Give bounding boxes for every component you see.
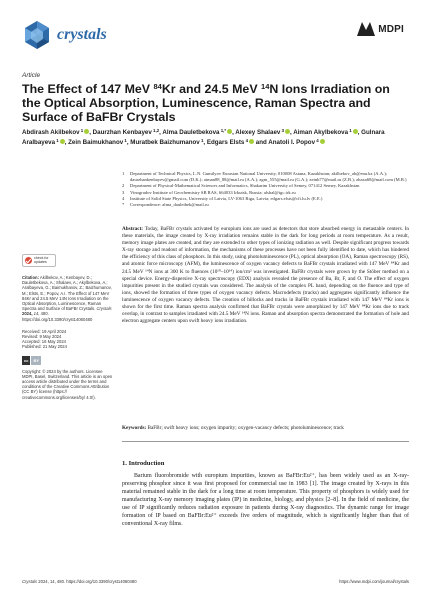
author-name[interactable]: Alexey Shalaev $^3$ (235, 129, 290, 136)
author-list: Abdirash Akilbekov $^1$ , Daurzhan Kenbayev $^{1,2}$, Alma Dauletbekova $^{1,*}$ , Alexey Shalaev $^3$ , Aiman Akylbekova $^1$ , Gulnara Aralbayeva $^1$ , Zein Baimukhanov $^1$, Muratbek Baizhumanov $^1$, Edgars Elsts $^4$ and Anatoli I. Popov $^4$ (22, 128, 385, 147)
mdpi-icon (357, 22, 375, 36)
by-icon: BY (33, 357, 40, 363)
keywords-label: Keywords: (122, 425, 147, 431)
orcid-icon[interactable] (227, 129, 232, 134)
journal-logo[interactable] (22, 20, 107, 50)
citation-block: Citation: Akilbekov, A.; Kenbayev, D.; Dauletbekova, A.; Shalaev, A.; Akylbekova, A.; Aralbayeva, G.; Baimukhanov, Z.; Baizhumanov, M.; Elsts, E.; Popov, A.I. The Effect of 147 MeV 84Kr and 24.5 MeV 14N Ions Irradiation on the Optical Absorption, Luminescence, Raman Spectra and Surface of BaFBr Crystals. Crystals 2024, 14, 480. https://doi.org/10.3390/cryst14060480 (22, 275, 112, 322)
author-name[interactable]: Daurzhan Kenbayev $^{1,2}$ (92, 128, 160, 136)
orcid-icon[interactable] (285, 129, 290, 134)
page-footer (22, 579, 409, 584)
orcid-icon[interactable] (249, 139, 254, 144)
article-sidebar (22, 254, 114, 400)
affiliation-item: * Correspondence: alma_dauletbek@mail.ru (122, 202, 209, 208)
orcid-icon[interactable] (320, 139, 325, 144)
cc-icon: cc (24, 357, 29, 363)
keywords-text: BaFBr; swift heavy ions; oxygen impurity; oxygen-vacancy defects; photoluminescence; track (147, 425, 344, 431)
publisher-name: MDPI (378, 23, 404, 35)
affiliation-item: 2 Department of Physical-Mathematical Sciences and Informatics, Shakarim University of Semey, 071412 Semey, Kazakhstan (122, 183, 360, 189)
article-type: Article (22, 72, 41, 79)
publication-dates: Received: 19 April 2024 Revised: 9 May 2024 Accepted: 16 May 2024 Published: 21 May 2024 (22, 328, 67, 350)
affiliation-item: 3 Vinogradov Institute of Geochemistry SB RAS, 664033 Irkutsk, Russia; alshal@igc.irk.ru (122, 189, 296, 195)
license-text: Copyright: © 2024 by the authors. Licensee MDPI, Basel, Switzerland. This article is an open access article distributed under the terms and conditions of the Creative Commons Attribution (CC BY) license (https:// creativecommons.org/licenses/by/ 4.0/). (22, 368, 113, 400)
abstract-label: Abstract: (122, 226, 144, 232)
journal-url-link[interactable]: https://www.mdpi.com/journal/crystals (339, 579, 409, 584)
author-name[interactable]: Muratbek Baizhumanov $^1$ (130, 138, 204, 147)
page-header (0, 0, 424, 60)
check-updates-label: check for updates (34, 255, 49, 264)
author-name[interactable]: Abdirash Akilbekov $^1$ (22, 129, 89, 136)
author-name[interactable]: Gulnara Aralbayeva $^1$ (22, 129, 385, 147)
check-for-updates-button[interactable] (22, 254, 56, 267)
journal-name: crystals (57, 26, 107, 43)
footer-citation: Crystals 2024, 14, 480. https://doi.org/10.3390/cryst14060480 (22, 579, 137, 584)
orcid-icon[interactable] (60, 139, 65, 144)
section-heading: 1. Introduction (122, 460, 165, 467)
author-name[interactable]: Aiman Akylbekova $^1$ (293, 129, 357, 136)
publisher-logo[interactable] (357, 22, 404, 36)
keywords (122, 425, 409, 432)
cc-by-license-badge[interactable] (22, 356, 114, 365)
author-name[interactable]: Anatoli I. Popov $^4$ (268, 139, 324, 146)
doi-link[interactable]: 480. https://doi.org/10.3390/cryst14060480 (22, 311, 93, 322)
author-name[interactable]: Edgars Elsts $^4$ (207, 139, 254, 146)
affiliations (122, 171, 412, 208)
abstract (122, 226, 409, 325)
affiliation-item: 1 Department of Technical Physics, L.N. Gumilyov Eurasian National University, 010008 Astana, Kazakhstan; akilbekov_ab@enu.kz (A.A.); daurzhankenbayev@gmail.com (D.K.); aiman88_88@mail.ru (A.A.); agm_555@mail.ru (G.A.); zeinb77@mail.ru (Z.B.); zhaxa68@mail.com (M.B.) (122, 171, 407, 183)
divider (122, 441, 409, 442)
article-title: The Effect of 147 MeV $^{84}$Kr and 24.5 MeV $^{14}$N Ions Irradiation on the Optical Absorption, Luminescence, Raman Spectra and Surface of BaFBr Crystals (22, 82, 390, 124)
orcid-icon[interactable] (84, 129, 89, 134)
abstract-text: Today, BaFBr crystals activated by europium ions are used as detectors that store absorbed energy in metastable centers. In these materials, the image created by X-ray irradiation remains stable in the dark for long periods at room temperature. As a result, memory image plates are created, and they are extended to other types of ionizing radiation as well. Despite significant progress towards X-ray storage and readout of information, the mechanisms of these processes have not been fully identified to date, which has hindered the efficiency of this class of phosphors. In this study, using photoluminescence (PL), optical absorption (OA), Raman spectroscopy (RS), and atomic force microscopy (AFM), the luminescence of oxygen vacancy defects to BaFBr crystals irradiated with 147 MeV ⁸⁴Kr and 24.5 MeV ¹⁴N ions at 300 K to fluences (10¹⁰–10¹⁴) ion/cm² was investigated. BaFBr crystals were grown by the Stöber method on a special device. Energy-dispersive X-ray spectroscopy (EDX) analysis revealed the presence of Ba, Br, F, and O. The effect of oxygen impurities present in the studied crystals was considered. The analysis of the complex PL band, depending on the fluence and type of ions, showed the formation of three types of oxygen vacancy defects. Macrodefects (tracks) and aggregates significantly influence the luminescence of oxygen vacancy defects. The creation of hillocks and tracks in BaFBr crystals irradiated with 147 MeV ⁸⁴Kr ions is shown for the first time. Raman spectra analysis confirmed that BaFBr crystals were amorphized by 147 MeV ⁸⁴Kr ions due to track overlap, in contrast to samples irradiated with 24.5 MeV ¹⁴N ions. Raman and absorption spectra demonstrated the formation of hole and electron aggregate centers upon swift heavy ions irradiation. (122, 226, 410, 325)
affiliation-item: 4 Institute of Solid State Physics, University of Latvia, LV-1063 Riga, Latvia; edgars.elsts@cfi.lu.lv (E.E.) (122, 195, 323, 201)
author-name[interactable]: Alma Dauletbekova $^{1,*}$ (162, 129, 232, 136)
introduction-text: Barium fluorobromide with europium impurities, known as BaFBr:Eu²⁺, has been widely used as an X-ray-preserving phosphor since it was first proposed for commercial use in 1983 [1]. The image created by X-rays in this material remained stable in the dark for a long time at room temperature. This property of phosphors is widely used for manufacturing X-ray memory imaging plates (IP) in medicine, biology, and physics [2–8]. In the field of medicine, the use of IP significantly reduces radiation exposure in patients during X-ray diagnostics. The dynamic range for image formation of IP based on BaFBr:Eu²⁺ exceeds five orders of magnitude, which is significantly higher than that of conventional X-ray films. (122, 473, 409, 528)
crystal-icon (22, 20, 52, 50)
check-icon (25, 257, 32, 264)
orcid-icon[interactable] (353, 129, 358, 134)
author-name[interactable]: Zein Baimukhanov $^1$ (68, 138, 127, 147)
